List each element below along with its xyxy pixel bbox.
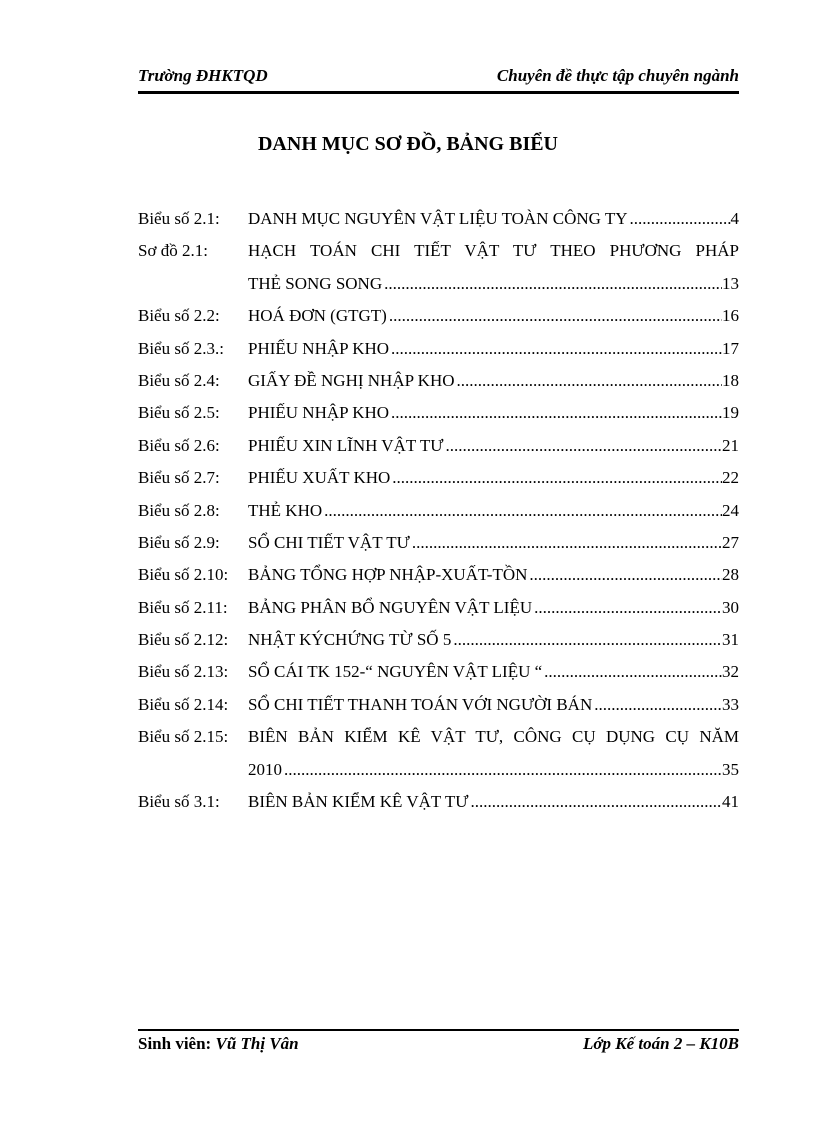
- toc-entry-title: BIÊN BẢN KIỂM KÊ VẬT TƯ, CÔNG CỤ DỤNG CỤ NĂM: [248, 727, 739, 747]
- toc-entry: [138, 527, 739, 559]
- toc-entry: [138, 462, 739, 494]
- toc-entry-label: Biểu số 2.14:: [138, 694, 229, 714]
- toc-entry-body: [248, 397, 739, 429]
- toc-entry-page: 30: [722, 597, 739, 617]
- toc-entry-leader: [389, 300, 722, 332]
- toc-entry-label: Biểu số 2.12:: [138, 630, 229, 650]
- toc-entry-leader: [544, 656, 722, 688]
- toc-entry-label: Biểu số 3.1:: [138, 792, 220, 812]
- toc-entry-body: [248, 462, 739, 494]
- table-of-contents: [138, 203, 739, 818]
- page-footer: [138, 1034, 739, 1058]
- header-report-type: Chuyên đề thực tập chuyên ngành: [496, 66, 739, 85]
- toc-entry-page: 17: [722, 338, 739, 358]
- toc-entry-label: Biểu số 2.8:: [138, 500, 220, 520]
- toc-entry: [138, 397, 739, 429]
- toc-entry-label: Sơ đồ 2.1:: [138, 241, 208, 261]
- toc-entry-label: Biểu số 2.11:: [138, 597, 228, 617]
- toc-entry-title: DANH MỤC NGUYÊN VẬT LIỆU TOÀN CÔNG TY: [248, 209, 628, 228]
- toc-entry-title: PHIẾU NHẬP KHO: [248, 403, 390, 423]
- toc-entry-body: [248, 300, 739, 332]
- toc-entry-leader: [534, 592, 722, 624]
- toc-entry: [138, 333, 739, 365]
- page-title: DANH MỤC SƠ ĐỒ, BẢNG BIỂU: [257, 133, 559, 155]
- footer-student-label: Sinh viên:: [138, 1034, 212, 1053]
- toc-entry: [138, 235, 739, 267]
- toc-entry-leader: [457, 365, 723, 397]
- toc-entry-page: 18: [722, 370, 739, 390]
- toc-entry: [138, 754, 739, 786]
- toc-entry: [138, 495, 739, 527]
- toc-entry-title: HẠCH TOÁN CHI TIẾT VẬT TƯ THEO PHƯƠNG PHÁP: [248, 241, 739, 261]
- toc-entry-body: [248, 235, 739, 267]
- toc-entry-leader: [412, 527, 722, 559]
- toc-entry-leader: [594, 689, 722, 721]
- toc-entry-title: NHẬT KÝCHỨNG TỪ SỐ 5: [248, 630, 452, 650]
- toc-entry: [138, 689, 739, 721]
- toc-entry-leader: [392, 462, 722, 494]
- toc-entry: [138, 268, 739, 300]
- toc-entry-label: Biểu số 2.1:: [138, 209, 220, 228]
- toc-entry-label: Biểu số 2.3.:: [138, 338, 224, 358]
- toc-entry-title: THẺ SONG SONG: [248, 273, 383, 293]
- toc-entry-body: [248, 624, 739, 656]
- toc-entry-body: [248, 203, 739, 235]
- toc-entry: [138, 300, 739, 332]
- footer-class: Lớp Kế toán 2 – K10B: [583, 1034, 739, 1053]
- toc-entry-body: [248, 495, 739, 527]
- toc-entry-title: THẺ KHO: [248, 500, 323, 520]
- toc-entry-page: 41: [722, 792, 739, 812]
- toc-entry-page: 27: [722, 532, 739, 552]
- toc-entry-page: 16: [722, 306, 739, 326]
- toc-entry: [138, 721, 739, 753]
- footer-student-name: Vũ Thị Vân: [215, 1034, 299, 1053]
- header-divider: [138, 91, 739, 94]
- toc-entry-page: 22: [722, 468, 739, 488]
- toc-entry-page: 4: [730, 209, 739, 228]
- toc-entry-leader: [391, 397, 722, 429]
- toc-entry-page: 32: [722, 662, 739, 682]
- toc-entry-page: 19: [722, 403, 739, 423]
- toc-entry-label: Biểu số 2.6:: [138, 435, 220, 455]
- toc-entry-label: Biểu số 2.4:: [138, 370, 220, 390]
- toc-entry: [138, 656, 739, 688]
- toc-entry-page: 31: [722, 630, 739, 650]
- toc-entry: [138, 624, 739, 656]
- toc-entry-page: 21: [722, 435, 739, 455]
- toc-entry-body: [248, 689, 739, 721]
- toc-entry-leader: [471, 786, 723, 818]
- toc-entry: [138, 592, 739, 624]
- page-header: [138, 66, 739, 92]
- toc-entry-leader: [445, 430, 722, 462]
- toc-entry-label: Biểu số 2.15:: [138, 727, 229, 747]
- toc-entry-leader: [453, 624, 722, 656]
- toc-entry-body: [248, 268, 739, 300]
- toc-entry-body: [248, 430, 739, 462]
- toc-entry-page: 24: [722, 500, 739, 520]
- toc-entry-label: Biểu số 2.10:: [138, 565, 229, 585]
- toc-entry: [138, 365, 739, 397]
- toc-entry-body: [248, 365, 739, 397]
- toc-entry-body: [248, 559, 739, 591]
- toc-entry-page: 33: [722, 694, 739, 714]
- toc-entry-title: SỔ CHI TIẾT THANH TOÁN VỚI NGƯỜI BÁN: [248, 694, 593, 714]
- toc-entry-label: Biểu số 2.2:: [138, 306, 220, 326]
- toc-entry-title: PHIẾU XUẤT KHO: [248, 468, 391, 488]
- toc-entry-title: PHIẾU NHẬP KHO: [248, 338, 390, 358]
- toc-entry-leader: [630, 203, 731, 235]
- toc-entry-leader: [284, 754, 722, 786]
- toc-entry-leader: [529, 559, 722, 591]
- toc-entry-title: BẢNG PHÂN BỔ NGUYÊN VẬT LIỆU: [248, 597, 533, 617]
- footer-student: [138, 1034, 299, 1054]
- toc-entry-title: PHIẾU XIN LĨNH VẬT TƯ: [248, 435, 444, 455]
- toc-entry-leader: [391, 333, 722, 365]
- toc-entry-body: [248, 333, 739, 365]
- header-school: Trường ĐHKTQD: [138, 66, 268, 85]
- toc-entry-body: [248, 786, 739, 818]
- toc-entry-title: HOÁ ĐƠN (GTGT): [248, 306, 387, 326]
- toc-entry-label: Biểu số 2.5:: [138, 403, 220, 423]
- toc-entry-leader: [384, 268, 722, 300]
- toc-entry-body: [248, 754, 739, 786]
- toc-entry-label: Biểu số 2.9:: [138, 532, 220, 552]
- toc-entry: [138, 203, 739, 235]
- toc-entry-label: Biểu số 2.13:: [138, 662, 229, 682]
- toc-entry-page: 28: [722, 565, 739, 585]
- toc-entry: [138, 786, 739, 818]
- toc-entry-title: SỔ CÁI TK 152-“ NGUYÊN VẬT LIỆU “: [248, 662, 543, 682]
- toc-entry-title: SỔ CHI TIẾT VẬT TƯ: [248, 532, 410, 552]
- toc-entry-body: [248, 592, 739, 624]
- toc-entry-body: [248, 527, 739, 559]
- toc-entry-title: 2010: [248, 759, 282, 779]
- footer-divider: [138, 1029, 739, 1031]
- toc-entry-title: BẢNG TỔNG HỢP NHẬP-XUẤT-TỒN: [248, 565, 528, 585]
- toc-entry-label: Biểu số 2.7:: [138, 468, 220, 488]
- toc-entry-title: BIÊN BẢN KIỂM KÊ VẬT TƯ: [248, 792, 469, 812]
- toc-entry: [138, 559, 739, 591]
- toc-entry-leader: [324, 495, 722, 527]
- toc-entry-page: 35: [722, 759, 739, 779]
- toc-entry-title: GIẤY ĐỀ NGHỊ NHẬP KHO: [248, 370, 455, 390]
- toc-entry-page: 13: [722, 273, 739, 293]
- toc-entry-body: [248, 656, 739, 688]
- toc-entry: [138, 430, 739, 462]
- toc-entry-body: [248, 721, 739, 753]
